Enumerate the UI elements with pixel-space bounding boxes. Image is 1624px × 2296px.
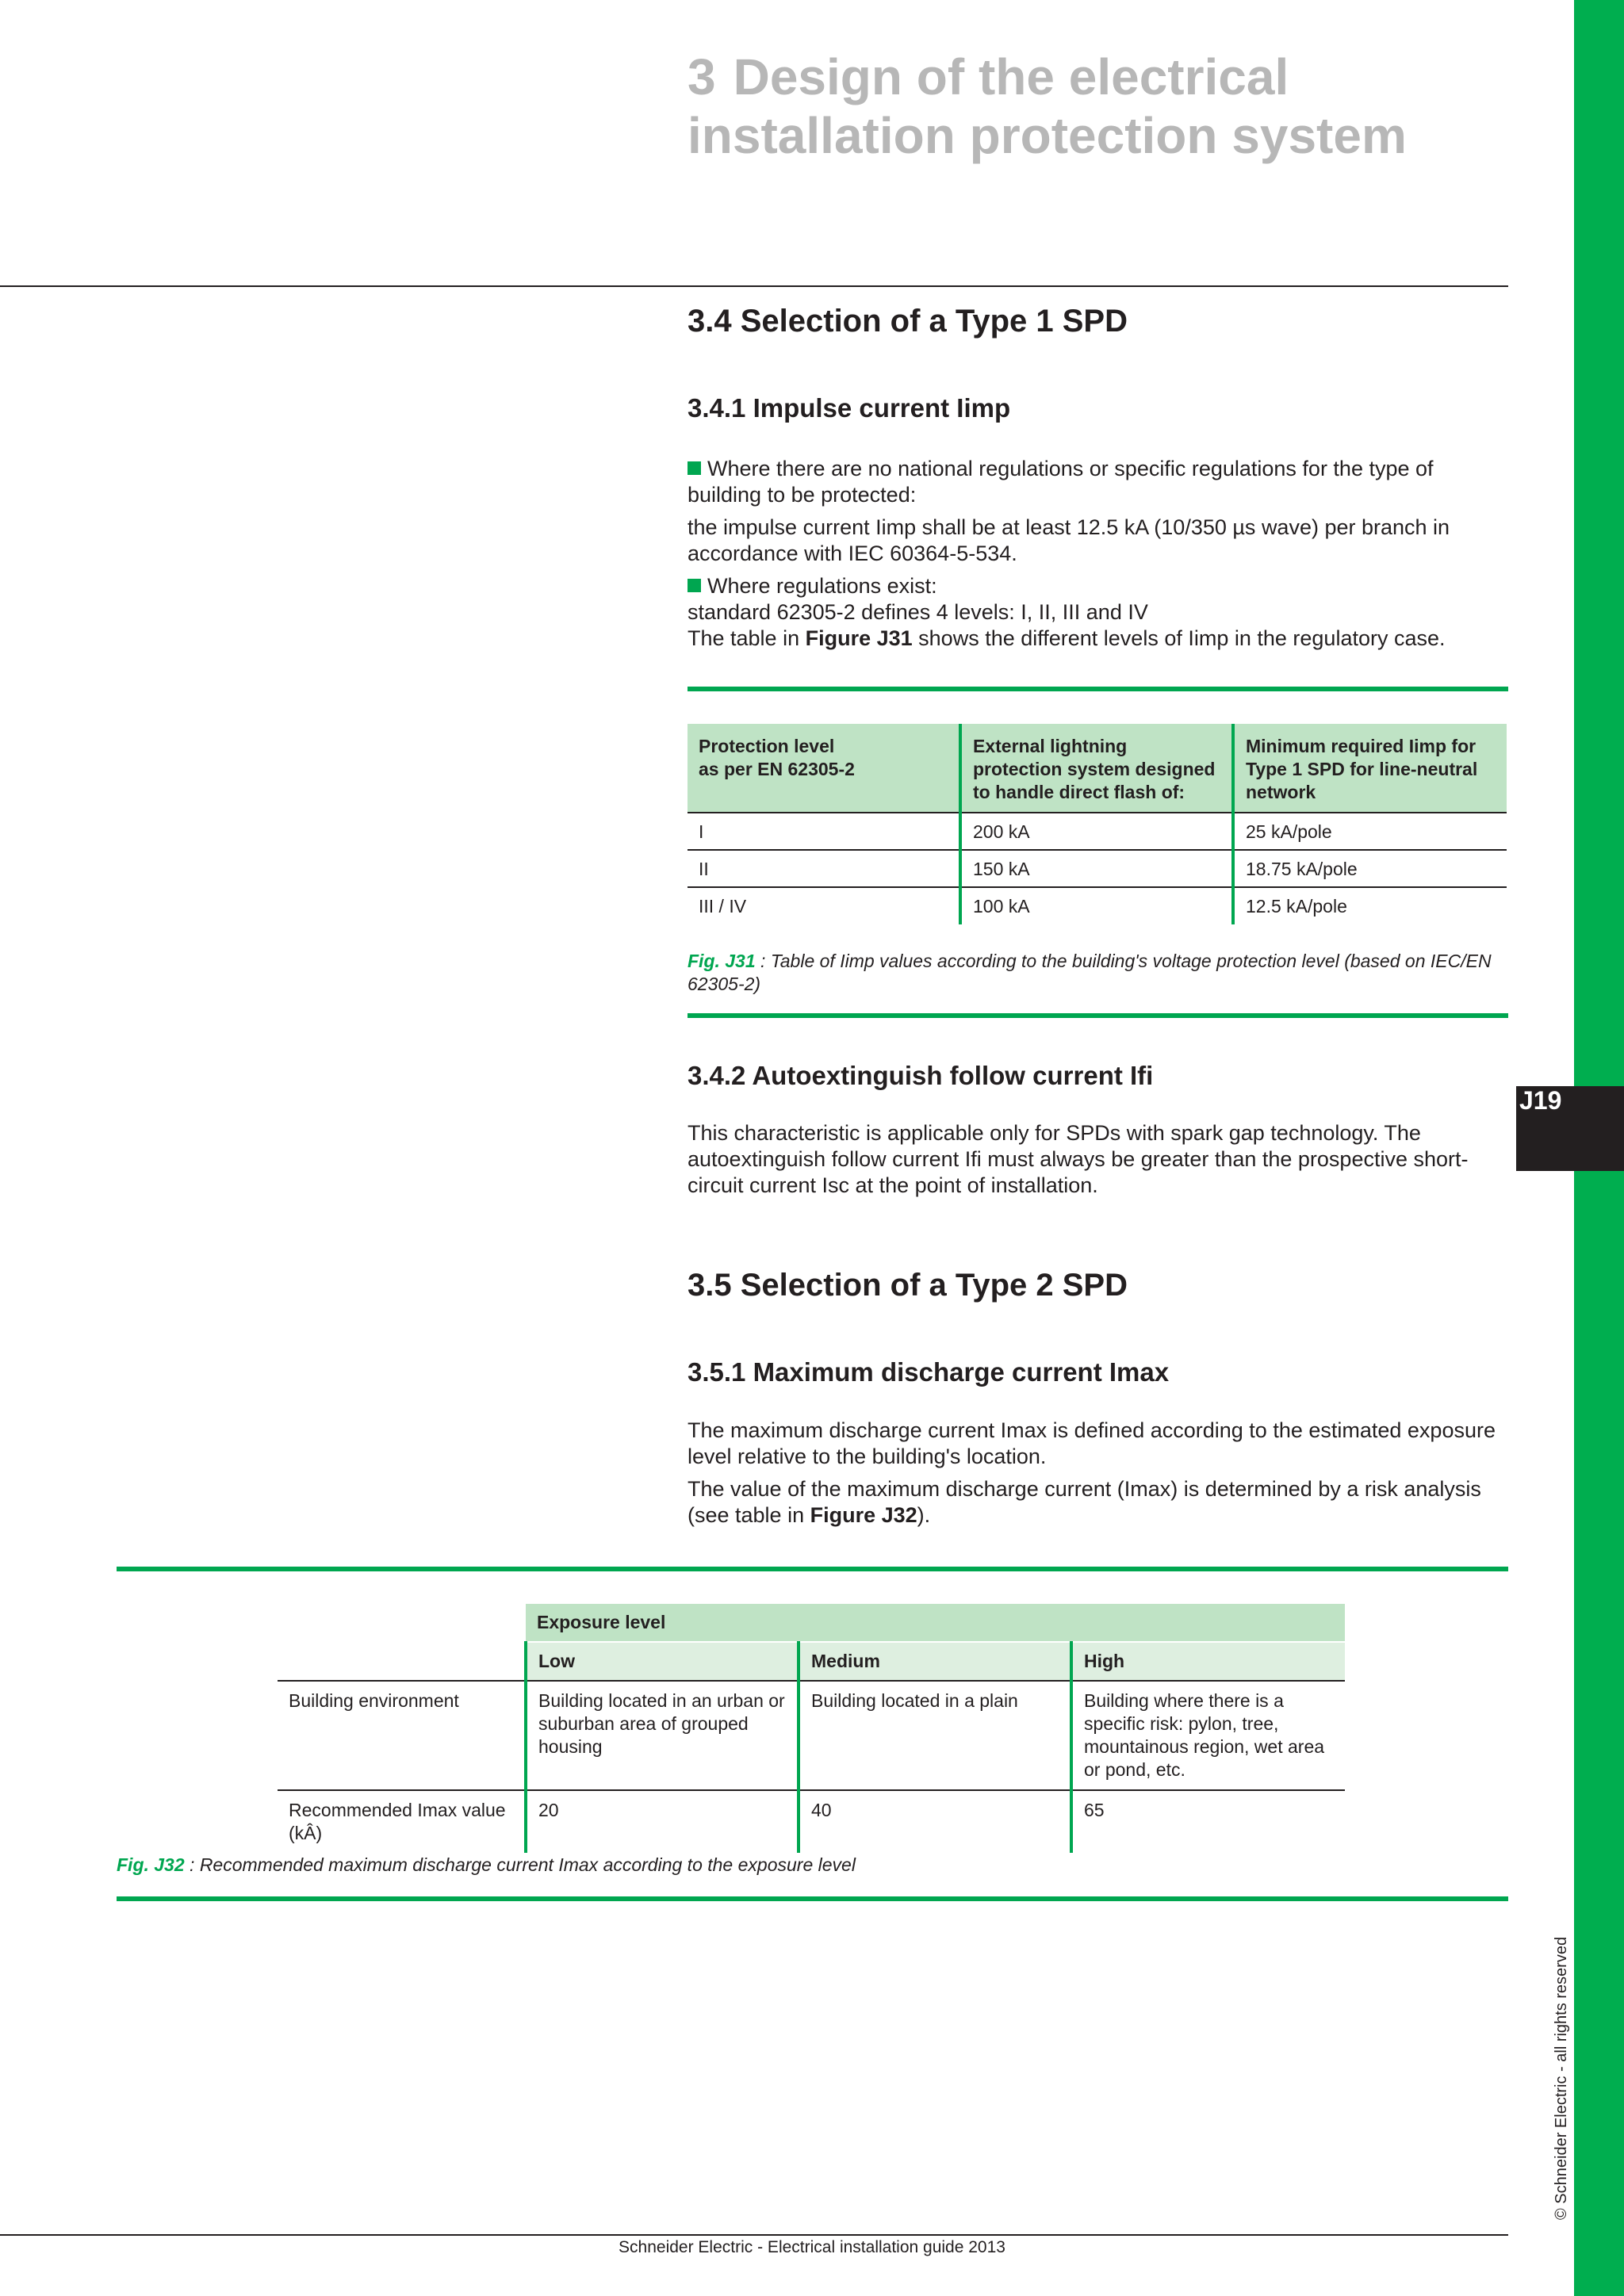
figure-caption-text: : Table of Iimp values according to the building's voltage protection level (based on IEC/EN 62305-2) [688,951,1492,994]
table-cell: III / IV [688,887,960,924]
table-header-row [278,1604,1345,1642]
para-risk-pre: The value of the maximum discharge current (Imax) is determined by a risk analysis (see table in [688,1477,1481,1527]
table-cell: Building located in a plain [799,1681,1071,1790]
footer-rule [0,2234,1508,2236]
figure-caption-text: : Recommended maximum discharge current Imax according to the exposure level [184,1854,856,1875]
figure-ref-link: Figure J31 [805,626,913,650]
table-row [688,813,1507,850]
table-cell: Building where there is a specific risk: pylon, tree, mountainous region, wet area or pond, etc. [1071,1681,1345,1790]
table-cell: 65 [1071,1790,1345,1853]
table-row [278,1790,1345,1853]
table-cell: 20 [526,1790,799,1853]
chapter-title-line1: Design of the electrical [733,48,1289,105]
bullet-square-icon [688,461,701,475]
bullet-text-1: Where there are no national regulations or specific regulations for the type of building to be protected: [688,457,1434,507]
para-impulse: the impulse current Iimp shall be at least 12.5 kA (10/350 µs wave) per branch in accordance with IEC 60364-5-534. [688,515,1450,565]
section-3-4-1-title: 3.4.1 Impulse current Iimp [688,393,1011,423]
page-number-tab [1516,1086,1624,1171]
para-risk-post: ). [917,1503,931,1527]
column-header-high: High [1071,1642,1345,1681]
table-row [278,1681,1345,1790]
figure-j31-caption [688,950,1508,996]
table-subheader-row [278,1642,1345,1681]
section-3-5-1-title: 3.5.1 Maximum discharge current Imax [688,1357,1170,1387]
table-corner-cell [278,1604,526,1642]
section-3-4-1-body [688,456,1504,652]
table-j31-top-rule [688,687,1508,691]
section-3-5-title: 3.5 Selection of a Type 2 SPD [688,1268,1128,1303]
table-cell: 200 kA [960,813,1233,850]
chapter-number: 3 [688,48,716,105]
table-row [688,887,1507,924]
row-label: Building environment [278,1681,526,1790]
chapter-title-line2: installation protection system [688,107,1407,164]
figure-label: Fig. J31 [688,951,756,971]
figure-ref-link: Figure J32 [810,1503,917,1527]
table-j32-bottom-rule [117,1896,1508,1901]
section-3-4-2-title: 3.4.2 Autoextinguish follow current Ifi [688,1061,1154,1090]
table-j32-top-rule [117,1567,1508,1571]
table-cell: 100 kA [960,887,1233,924]
figure-ref-post: shows the different levels of Iimp in the regulatory case. [912,626,1446,650]
figure-label: Fig. J32 [117,1854,185,1875]
table-cell: 150 kA [960,850,1233,887]
copyright-notice: © Schneider Electric - all rights reserved [1553,1936,1570,2220]
table-cell: 12.5 kA/pole [1233,887,1507,924]
page-footer: Schneider Electric - Electrical installation guide 2013 [619,2238,1005,2256]
table-row [688,850,1507,887]
table-header-row [688,724,1507,813]
figure-j32-caption [117,1854,1508,1877]
table-cell: 40 [799,1790,1071,1853]
table-header-cell: Protection level as per EN 62305-2 [688,724,960,813]
bullet-square-icon [688,579,701,592]
para-imax-definition: The maximum discharge current Imax is defined according to the estimated exposure level relative to the building's location. [688,1418,1496,1468]
table-cell: 25 kA/pole [1233,813,1507,850]
table-header-cell: Minimum required Iimp for Type 1 SPD for line-neutral network [1233,724,1507,813]
table-header-cell: External lightning protection system designed to handle direct flash of: [960,724,1233,813]
table-j31 [688,724,1507,924]
figure-ref-pre: The table in [688,626,806,650]
column-header-medium: Medium [799,1642,1071,1681]
column-header-low: Low [526,1642,799,1681]
levels-line: standard 62305-2 defines 4 levels: I, II, III and IV [688,600,1148,624]
exposure-level-header: Exposure level [526,1604,1345,1642]
section-3-5-1-body [688,1418,1496,1529]
page-number: J19 [1519,1086,1562,1115]
table-cell: 18.75 kA/pole [1233,850,1507,887]
table-cell: II [688,850,960,887]
bullet-text-2: Where regulations exist: [707,574,937,598]
table-cell: I [688,813,960,850]
figure-ref-line [688,626,1504,652]
row-label: Recommended Imax value (kÂ) [278,1790,526,1853]
table-cell: Building located in an urban or suburban area of grouped housing [526,1681,799,1790]
header-rule [0,285,1508,287]
section-3-4-title: 3.4 Selection of a Type 1 SPD [688,304,1128,339]
chapter-title [688,48,1480,165]
para-imax-risk [688,1476,1496,1529]
table-j32 [278,1604,1345,1853]
table-j31-bottom-rule [688,1013,1508,1018]
section-3-4-2-body: This characteristic is applicable only for SPDs with spark gap technology. The autoextinguish follow current Ifi must always be greater than the prospective short-circuit current Isc at the point of installation. [688,1121,1469,1197]
table-corner-cell [278,1642,526,1681]
